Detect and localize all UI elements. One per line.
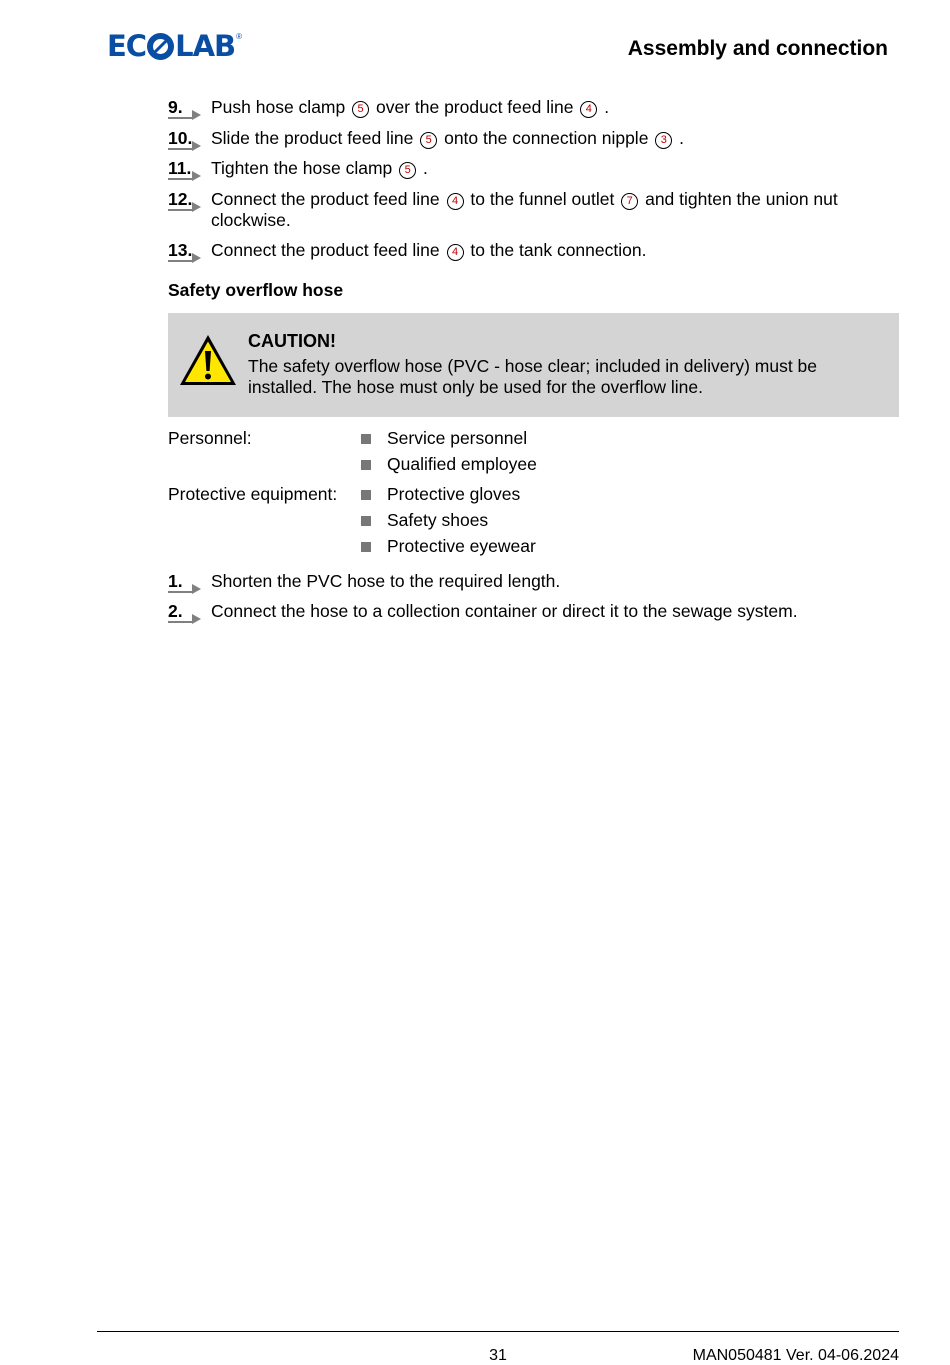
registered-mark: ®: [236, 32, 243, 41]
reference-number: 4: [447, 244, 464, 261]
bullet-text: Protective gloves: [387, 484, 521, 504]
personnel-item: [361, 454, 537, 474]
step-underline: [168, 209, 194, 211]
bullet-text: Qualified employee: [387, 454, 537, 474]
step-arrow-icon: [192, 614, 201, 624]
text: over the product feed line: [371, 97, 579, 117]
step-arrow-icon: [192, 110, 201, 120]
reference-number: 5: [399, 162, 416, 179]
text: .: [599, 97, 610, 117]
step-11: [168, 158, 868, 179]
step-underline: [168, 621, 194, 623]
step-13: [168, 240, 868, 261]
step-text: Shorten the PVC hose to the required length.: [211, 571, 561, 591]
step-text: Connect the hose to a collection container or direct it to the sewage system.: [211, 601, 798, 621]
logo-o-mark: [147, 33, 174, 60]
logo-text-end: LAB: [175, 29, 236, 63]
text: to the funnel outlet: [465, 189, 620, 209]
bullet-square-icon: [361, 434, 371, 444]
step-arrow-icon: [192, 171, 201, 181]
reference-number: 5: [420, 132, 437, 149]
logo-wordmark: [107, 29, 235, 63]
step-number-text: 2.: [168, 601, 183, 621]
step-arrow-icon: [192, 253, 201, 263]
step-underline: [168, 117, 194, 119]
step-arrow-icon: [192, 202, 201, 212]
reference-number: 7: [621, 193, 638, 210]
step-number-text: 13.: [168, 240, 193, 260]
step-text: [211, 158, 868, 179]
caution-text: The safety overflow hose (PVC - hose clear; included in delivery) must be installed. The hose must only be used for the overflow line.: [248, 356, 818, 397]
text: Connect the product feed line: [211, 189, 445, 209]
step-number-text: 9.: [168, 97, 183, 117]
bullet-text: Safety shoes: [387, 510, 489, 530]
step-number: [168, 601, 204, 623]
reference-number: 4: [447, 193, 464, 210]
step-text: [211, 189, 868, 230]
step-arrow-icon: [192, 141, 201, 151]
caution-box: [168, 313, 899, 417]
document-version: MAN050481 Ver. 04-06.2024: [692, 1347, 899, 1364]
section-heading: Safety overflow hose: [168, 280, 344, 300]
step-number-text: 11.: [168, 158, 192, 178]
step-text: [211, 128, 868, 149]
step-underline: [168, 148, 194, 150]
text: .: [674, 128, 685, 148]
personnel-label: Personnel:: [168, 428, 252, 448]
bullet-square-icon: [361, 542, 371, 552]
step-10: [168, 128, 868, 149]
logo-text-start: EC: [107, 29, 147, 63]
step-2: [168, 601, 868, 621]
step-number: [168, 189, 204, 211]
page-number: 31: [489, 1347, 507, 1364]
equipment-item: [361, 484, 520, 504]
text: .: [418, 158, 428, 178]
page-header-title: Assembly and connection: [627, 37, 888, 60]
text: Connect the product feed line: [211, 240, 445, 260]
step-9: [168, 97, 868, 118]
step-text: [211, 97, 868, 118]
reference-number: 5: [352, 101, 369, 118]
bullet-square-icon: [361, 460, 371, 470]
footer-divider: [97, 1331, 899, 1332]
bullet-text: Service personnel: [387, 428, 528, 448]
protective-equipment-label: Protective equipment:: [168, 484, 338, 504]
step-underline: [168, 178, 194, 180]
equipment-item: [361, 536, 536, 556]
bullet-square-icon: [361, 516, 371, 526]
text: Tighten the hose clamp: [211, 158, 398, 178]
step-number-text: 12.: [168, 189, 193, 209]
step-12: [168, 189, 868, 230]
step-text: [211, 240, 868, 261]
step-1: [168, 571, 868, 591]
text: onto the connection nipple: [439, 128, 654, 148]
equipment-item: [361, 510, 488, 530]
step-number: [168, 158, 204, 180]
bullet-square-icon: [361, 490, 371, 500]
step-number-text: 10.: [168, 128, 193, 148]
step-number: [168, 97, 204, 119]
text: and tighten the union nut clockwise.: [211, 189, 838, 230]
personnel-item: [361, 428, 527, 448]
step-number: [168, 128, 204, 150]
reference-number: 3: [655, 132, 672, 149]
text: Slide the product feed line: [211, 128, 419, 148]
reference-number: 4: [580, 101, 597, 118]
text: Push hose clamp: [211, 97, 351, 117]
step-underline: [168, 260, 194, 262]
step-number: [168, 571, 204, 593]
ecolab-logo: [107, 29, 242, 63]
warning-triangle-icon: [178, 333, 238, 388]
step-number-text: 1.: [168, 571, 183, 591]
caution-title: CAUTION!: [248, 331, 336, 351]
step-underline: [168, 591, 194, 593]
text: to the tank connection.: [465, 240, 647, 260]
bullet-text: Protective eyewear: [387, 536, 536, 556]
step-number: [168, 240, 204, 262]
step-arrow-icon: [192, 584, 201, 594]
